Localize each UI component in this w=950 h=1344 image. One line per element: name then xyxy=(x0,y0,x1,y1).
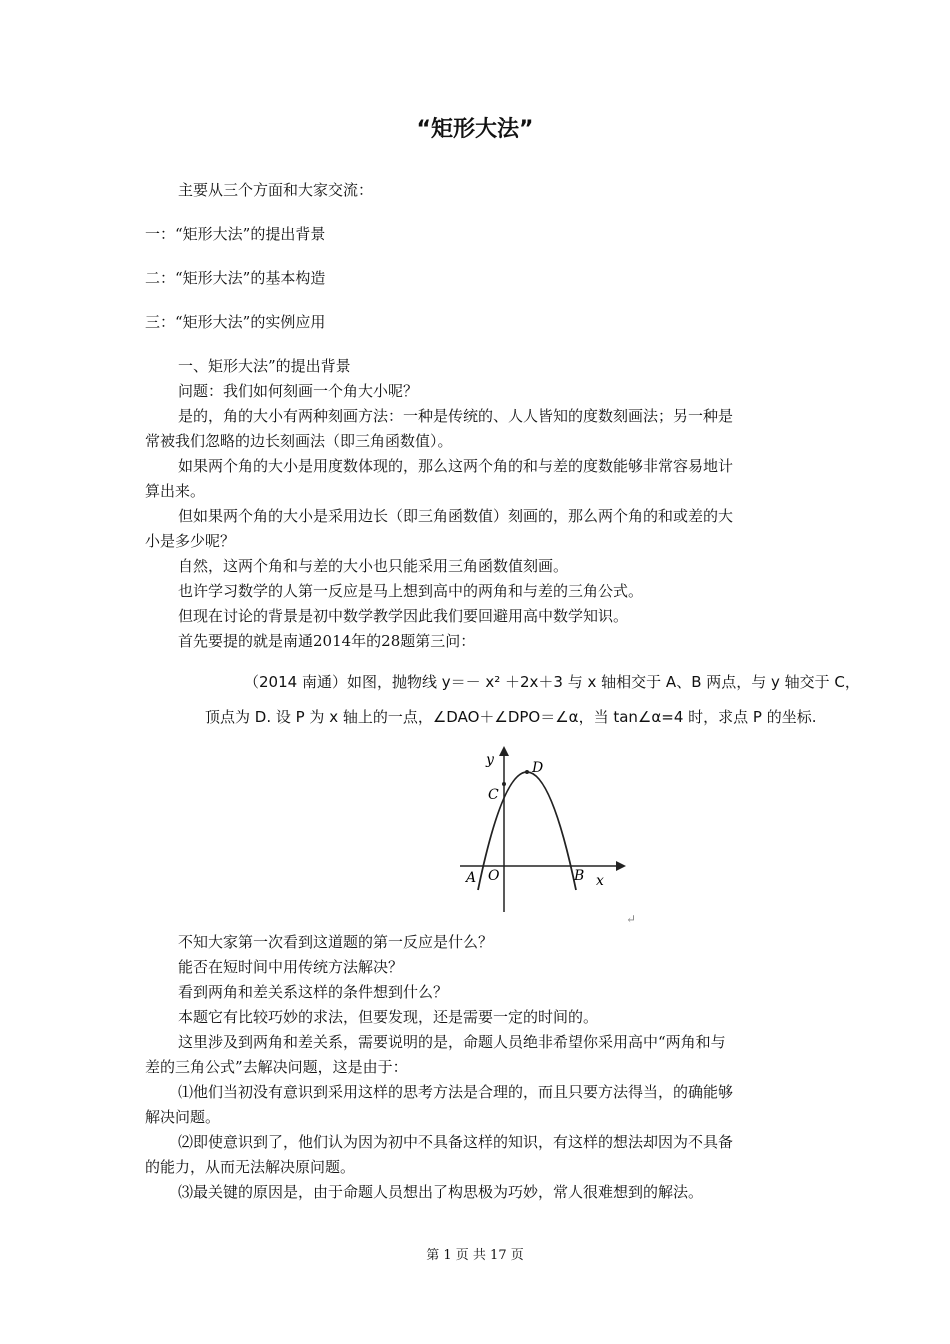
paragraph-question: 问题：我们如何刻画一个角大小呢？ xyxy=(178,382,419,400)
paragraph-methods-line1: 是的，角的大小有两种刻画方法：一种是传统的、人人皆知的度数刻画法；另一种是 xyxy=(178,407,734,425)
paragraph-side-line2: 小是多少呢？ xyxy=(145,532,236,550)
after-line-4: 本题它有比较巧妙的求法，但要发现，还是需要一定的时间的。 xyxy=(178,1008,599,1026)
paragraph-mark: ↵ xyxy=(626,912,637,926)
paragraph-reaction: 也许学习数学的人第一反应是马上想到高中的两角和与差的三角公式。 xyxy=(178,582,644,600)
y-axis-arrow xyxy=(499,746,509,756)
reason-2-line2: 的能力，从而无法解决原问题。 xyxy=(145,1158,356,1176)
paragraph-degree-line1: 如果两个角的大小是用度数体现的，那么这两个角的和与差的度数能够非常容易地计 xyxy=(178,457,734,475)
problem-line2: 顶点为 D. 设 P 为 x 轴上的一点，∠DAO＋∠DPO＝∠α，当 tan∠α=4 时，求点 P 的坐标. xyxy=(205,708,817,726)
parabola-figure xyxy=(440,740,640,920)
section1-heading: 一、矩形大法”的提出背景 xyxy=(178,357,351,375)
after-line-1: 不知大家第一次看到这道题的第一反应是什么？ xyxy=(178,933,494,951)
paragraph-natural: 自然，这两个角和与差的大小也只能采用三角函数值刻画。 xyxy=(178,557,569,575)
page-footer: 第 1 页 共 17 页 xyxy=(426,1248,524,1263)
vertex-point-d xyxy=(525,770,529,774)
reason-1-line1: ⑴他们当初没有意识到采用这样的思考方法是合理的，而且只要方法得当，的确能够 xyxy=(178,1083,734,1101)
problem-line1: （2014 南通）如图，抛物线 y＝－ x² ＋2x＋3 与 x 轴相交于 A、B 两点，与 y 轴交于 C， xyxy=(244,673,860,691)
paragraph-background: 但现在讨论的背景是初中数学教学因此我们要回避用高中数学知识。 xyxy=(178,607,629,625)
label-d: D xyxy=(532,760,544,776)
intro-text: 主要从三个方面和大家交流： xyxy=(178,181,374,199)
paragraph-relation-line1: 这里涉及到两角和差关系，需要说明的是，命题人员绝非希望你采用高中“两角和与 xyxy=(178,1033,726,1051)
label-b: B xyxy=(574,868,585,884)
label-y: y xyxy=(486,752,494,768)
outline-item-3: 三：“矩形大法”的实例应用 xyxy=(145,313,326,331)
paragraph-relation-line2: 差的三角公式”去解决问题，这是由于： xyxy=(145,1058,408,1076)
x-axis-arrow xyxy=(616,861,626,871)
label-o: O xyxy=(488,868,500,884)
label-c: C xyxy=(488,787,499,803)
paragraph-side-line1: 但如果两个角的大小是采用边长（即三角函数值）刻画的，那么两个角的和或差的大 xyxy=(178,507,734,525)
after-line-3: 看到两角和差关系这样的条件想到什么？ xyxy=(178,983,449,1001)
label-a: A xyxy=(466,870,477,886)
paragraph-methods-line2: 常被我们忽略的边长刻画法（即三角函数值）。 xyxy=(145,432,453,450)
reason-2-line1: ⑵即使意识到了，他们认为因为初中不具备这样的知识，有这样的想法却因为不具备 xyxy=(178,1133,734,1151)
label-x: x xyxy=(596,873,604,889)
reason-3: ⑶最关键的原因是，由于命题人员想出了构思极为巧妙，常人很难想到的解法。 xyxy=(178,1183,704,1201)
reason-1-line2: 解决问题。 xyxy=(145,1108,221,1126)
page-title: “矩形大法” xyxy=(416,117,534,142)
outline-item-2: 二：“矩形大法”的基本构造 xyxy=(145,269,326,287)
paragraph-first: 首先要提的就是南通2014年的28题第三问： xyxy=(178,632,476,650)
paragraph-degree-line2: 算出来。 xyxy=(145,482,206,500)
after-line-2: 能否在短时间中用传统方法解决？ xyxy=(178,958,404,976)
outline-item-1: 一：“矩形大法”的提出背景 xyxy=(145,225,326,243)
point-c xyxy=(502,782,506,786)
